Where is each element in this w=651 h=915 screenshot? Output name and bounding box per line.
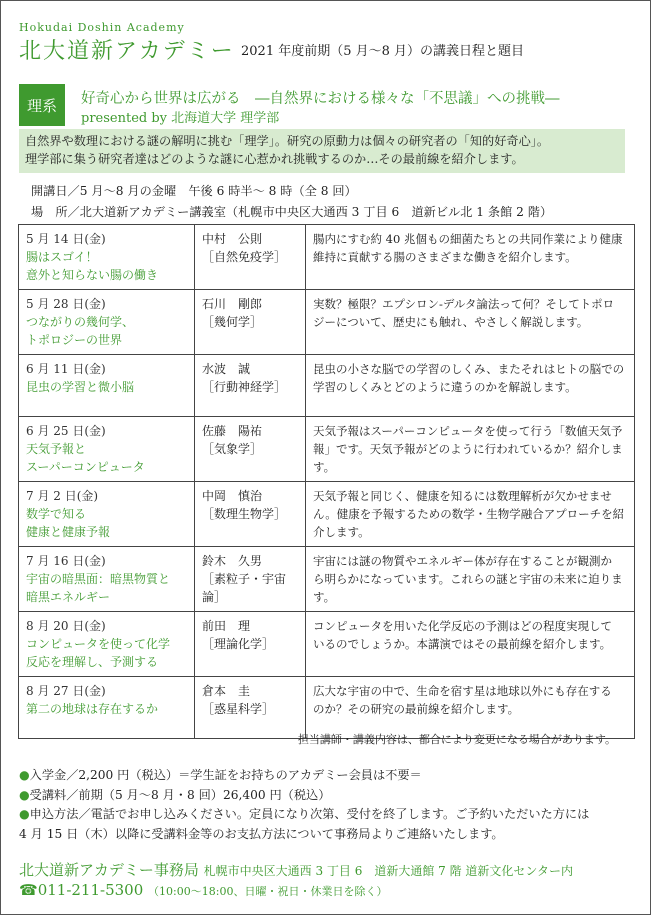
lecturer-name: 中岡 慎治 xyxy=(202,489,263,503)
lecture-title: 天気予報と xyxy=(26,442,87,456)
schedule-venue: 場 所／北大道新アカデミー講義室（札幌市中央区大通西 3 丁目 6 道新ビル北 1 条館 2 階） xyxy=(31,205,553,219)
office-address: 札幌市中央区大通西 3 丁目 6 道新大通館 7 階 道新文化センター内 xyxy=(203,864,573,878)
lecture-row xyxy=(19,417,635,482)
lecturer-name: 石川 剛郎 xyxy=(202,297,263,311)
lecturer-name: 中村 公則 xyxy=(202,232,263,246)
lecture-title: つながりの幾何学、 xyxy=(26,315,135,329)
lecture-description: 天気予報と同じく、健康を知るには数理解析が欠かせませ ん。健康を予報するための数学・生物学融合アプローチを紹 介します。 xyxy=(306,482,635,547)
lecture-date-title xyxy=(19,612,195,677)
lecture-date: 7 月 2 日(金) xyxy=(26,489,99,503)
lecturer-cell xyxy=(195,482,306,547)
lecture-title: 暗黒エネルギー xyxy=(26,590,111,604)
info-line: ●申込方法／電話でお申し込みください。定員になり次第、受付を終了します。ご予約いただいた方には xyxy=(19,807,590,821)
lecturer-field: ［気象学］ xyxy=(202,442,263,456)
lecturer-field: ［幾何学］ xyxy=(202,315,263,329)
lecture-date-title xyxy=(19,417,195,482)
academy-name-en: Hokudai Doshin Academy xyxy=(19,21,185,34)
lecture-description: 天気予報はスーパーコンピュータを使って行う「数値天気予 報」です。天気予報がどのように行われているか？紹介しま す。 xyxy=(306,417,635,482)
lecture-date-title xyxy=(19,482,195,547)
lecturer-cell xyxy=(195,417,306,482)
lecture-row xyxy=(19,355,635,417)
office-hours: （10:00～18:00、日曜・祝日・休業日を除く） xyxy=(148,885,388,898)
fee-info xyxy=(19,766,589,844)
lecturer-field: ［数理生物学］ xyxy=(202,507,287,521)
lecturer-field: ［行動神経学］ xyxy=(202,380,287,394)
phone-number: 011-211-5300 xyxy=(37,881,144,899)
info-line: ●入学金／2,200 円（税込）＝学生証をお持ちのアカデミー会員は不要＝ xyxy=(19,768,422,782)
lecture-description: 実数？極限？エプシロン-デルタ論法って何？そしてトポロ ジーについて、歴史にも触れ、やさしく解説します。 xyxy=(306,290,635,355)
lecture-date: 7 月 16 日(金) xyxy=(26,554,106,568)
lecture-date-title xyxy=(19,677,195,739)
presented-by: presented by 北海道大学 理学部 xyxy=(81,111,280,126)
schedule-info xyxy=(31,181,552,223)
lecture-title: 健康と健康予報 xyxy=(26,525,111,539)
lecture-title: コンピュータを使って化学 xyxy=(26,637,171,651)
lecture-title: 腸はスゴイ！ xyxy=(26,250,98,264)
lecture-description: 昆虫の小さな脳での学習のしくみ、またそれはヒトの脳での 学習のしくみとどのように違うのかを解説します。 xyxy=(306,355,635,417)
lecturer-name: 水波 誠 xyxy=(202,362,251,376)
lecturer-field: ［素粒子・宇宙論］ xyxy=(202,572,287,604)
lecturer-cell xyxy=(195,225,306,290)
info-line: 4 月 15 日（木）以降に受講料金等のお支払方法について事務局よりご連絡いたします。 xyxy=(19,826,504,841)
lecturer-field: ［理論化学］ xyxy=(202,637,275,651)
lecturer-cell xyxy=(195,355,306,417)
lecture-row xyxy=(19,547,635,612)
lecture-date: 8 月 27 日(金) xyxy=(26,684,106,698)
schedule-dates: 開講日／5 月～8 月の金曜 午後 6 時半～ 8 時（全 8 回） xyxy=(31,184,357,198)
lecture-row xyxy=(19,612,635,677)
lecturer-cell xyxy=(195,547,306,612)
bullet-icon: ● xyxy=(19,807,30,821)
lecture-date-title xyxy=(19,547,195,612)
lecture-description: 腸内にすむ約 40 兆個もの細菌たちとの共同作業により健康 維持に貢献する腸のさまざまな働きを紹介します。 xyxy=(306,225,635,290)
lecture-date-title xyxy=(19,290,195,355)
info-line: ●受講料／前期（5 月～8 月・8 回）26,400 円（税込） xyxy=(19,787,331,802)
lecture-description: 広大な宇宙の中で、生命を宿す星は地球以外にも存在する のか？その研究の最前線を紹介します。 xyxy=(306,677,635,739)
lecture-date: 6 月 11 日(金) xyxy=(26,362,106,376)
page-subtitle: 2021 年度前期（5 月～8 月）の講義日程と題目 xyxy=(241,44,525,59)
lecture-title: スーパーコンピュータ xyxy=(26,460,145,474)
phone-info xyxy=(19,881,387,899)
bullet-icon: ● xyxy=(19,768,30,782)
lecture-table xyxy=(18,224,635,739)
intro-line: 自然界や数理における謎の解明に挑む「理学」。研究の原動力は個々の研究者の「知的好奇心」。 xyxy=(25,134,550,148)
lecture-date-title xyxy=(19,225,195,290)
lecture-title: 昆虫の学習と微小脳 xyxy=(26,380,135,394)
lecture-title: トポロジーの世界 xyxy=(26,333,123,347)
lecture-title: 宇宙の暗黒面：暗黒物質と xyxy=(26,572,171,586)
bullet-icon: ● xyxy=(19,787,30,802)
office-info xyxy=(19,859,573,880)
lecture-row xyxy=(19,290,635,355)
office-name: 北大道新アカデミー事務局 xyxy=(19,861,199,879)
lecturer-cell xyxy=(195,290,306,355)
lecturer-cell xyxy=(195,677,306,739)
lecture-date: 8 月 20 日(金) xyxy=(26,619,106,633)
academy-name-jp: 北大道新アカデミー xyxy=(19,39,235,64)
theme-title: 好奇心から世界は広がる ―自然界における様々な「不思議」への挑戦― xyxy=(81,91,560,107)
lecturer-name: 鈴木 久男 xyxy=(202,554,263,568)
lecture-description: コンピュータを用いた化学反応の予測はどの程度実現して いるのでしょうか。本講演ではその最前線を紹介します。 xyxy=(306,612,635,677)
lecturer-name: 佐藤 陽祐 xyxy=(202,424,263,438)
lecture-row xyxy=(19,677,635,739)
lecture-row xyxy=(19,482,635,547)
lecture-date: 6 月 25 日(金) xyxy=(26,424,106,438)
change-note: 担当講師・講義内容は、都合により変更になる場合があります。 xyxy=(297,733,616,746)
lecture-title: 第二の地球は存在するか xyxy=(26,702,159,716)
lecturer-field: ［惑星科学］ xyxy=(202,702,275,716)
lecturer-name: 前田 理 xyxy=(202,619,251,633)
lecture-title: 反応を理解し、予測する xyxy=(26,655,159,669)
lecturer-name: 倉本 圭 xyxy=(202,684,251,698)
lecture-date: 5 月 14 日(金) xyxy=(26,232,106,246)
lecture-date: 5 月 28 日(金) xyxy=(26,297,106,311)
phone-icon: ☎ xyxy=(19,881,38,899)
intro-line: 理学部に集う研究者達はどのような謎に心惹かれ挑戦するのか…その最前線を紹介します。 xyxy=(25,152,524,166)
category-badge: 理系 xyxy=(19,84,65,126)
lecture-description: 宇宙には謎の物質やエネルギー体が存在することが観測か ら明らかになっています。これらの謎と宇宙の未来に迫りま す。 xyxy=(306,547,635,612)
lecture-row xyxy=(19,225,635,290)
intro-box xyxy=(19,129,625,173)
lecture-date-title xyxy=(19,355,195,417)
lecture-title: 意外と知らない腸の働き xyxy=(26,268,159,282)
lecture-title: 数学で知る xyxy=(26,507,87,521)
lecturer-cell xyxy=(195,612,306,677)
lecturer-field: ［自然免疫学］ xyxy=(202,250,287,264)
